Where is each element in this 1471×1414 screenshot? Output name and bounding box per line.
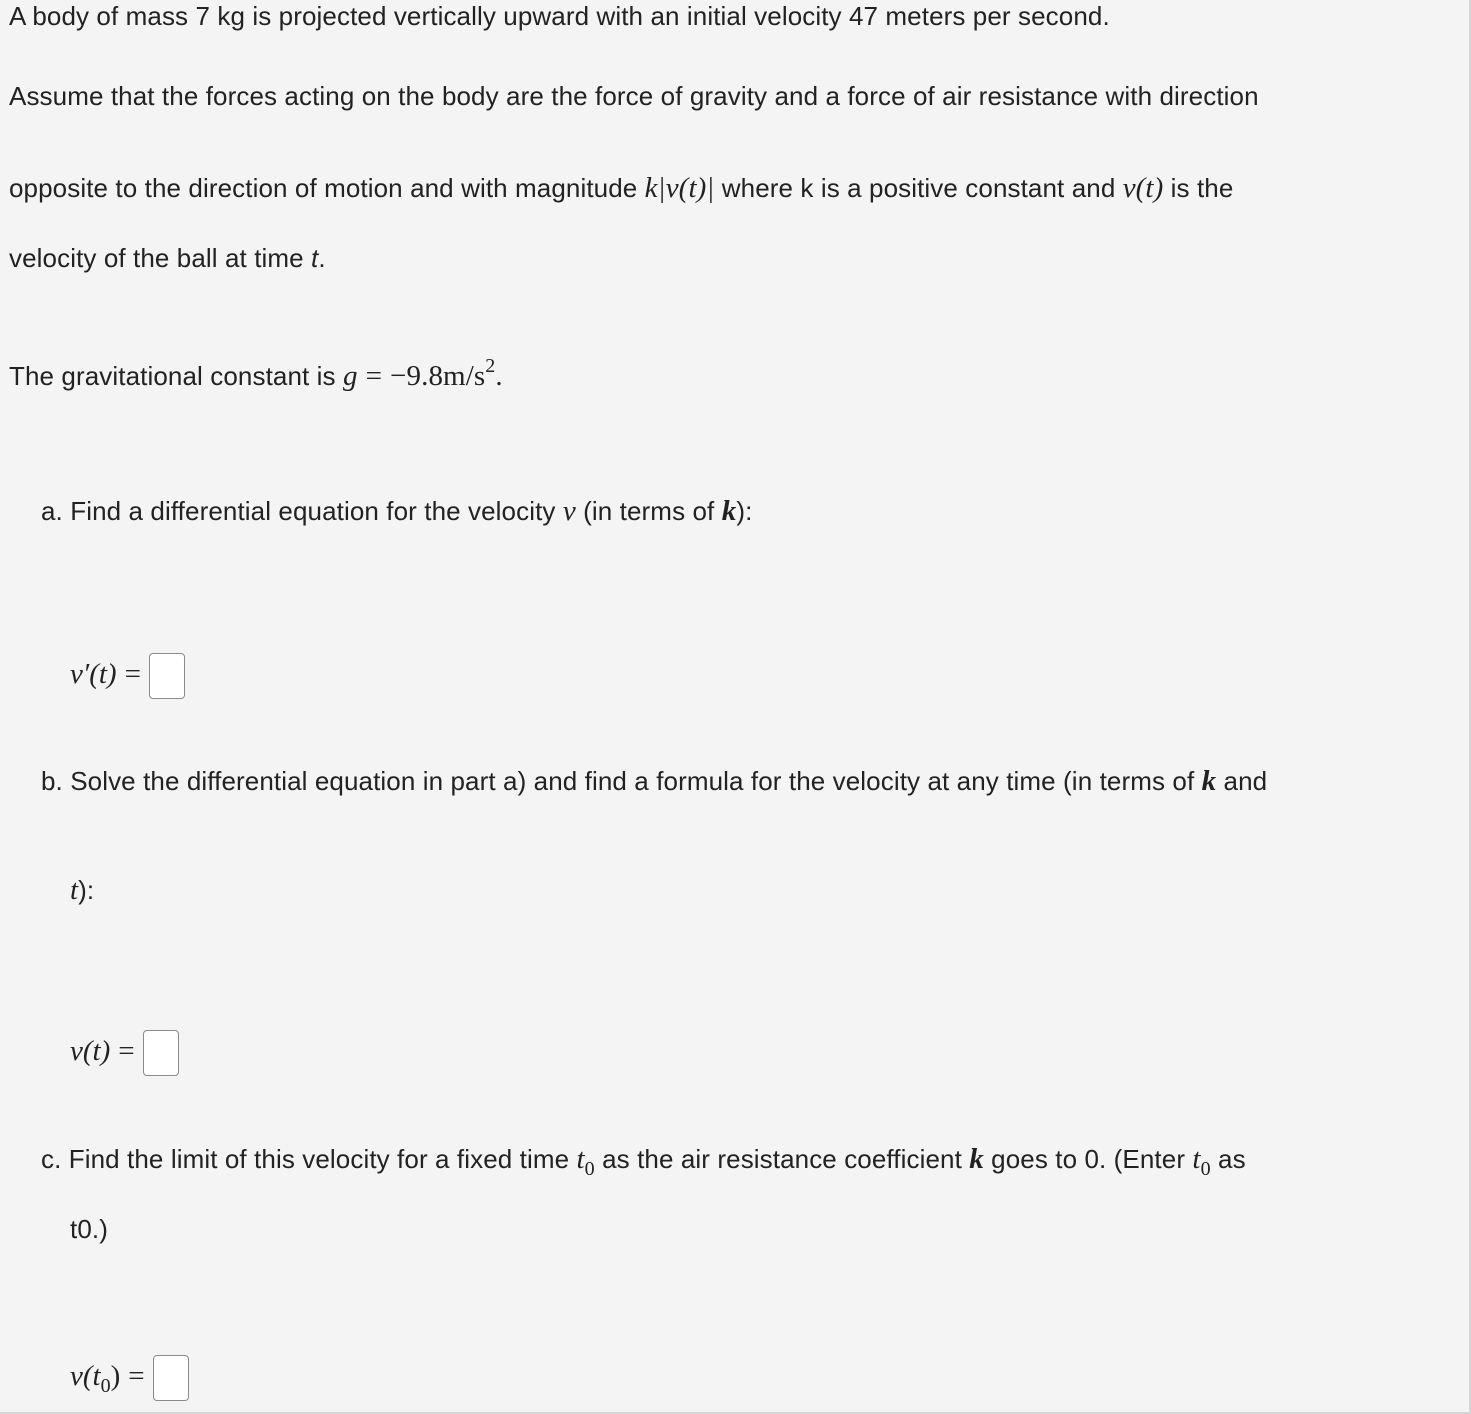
part-c-text-b: as the air resistance coefficient xyxy=(594,1144,970,1174)
part-a-text-c: ): xyxy=(736,496,753,526)
part-b-text-b: and xyxy=(1216,766,1268,796)
magnitude-expression: k|v(t)| xyxy=(644,172,715,204)
part-c-prompt-cont xyxy=(70,1213,108,1245)
part-a-equation xyxy=(70,650,185,703)
intro-line-3 xyxy=(9,172,1233,204)
gravity-period: . xyxy=(495,360,503,392)
part-c-equation xyxy=(70,1352,189,1405)
part-a-var-v: v xyxy=(562,495,576,527)
intro-text-2: Assume that the forces acting on the body are the force of gravity and a force of air resistance with direction xyxy=(9,81,1259,111)
part-b-text-cont: ): xyxy=(78,875,95,905)
intro-text-3a: opposite to the direction of motion and with magnitude xyxy=(9,173,645,203)
intro-text-4b: . xyxy=(318,243,326,273)
gravity-equals: = xyxy=(365,360,383,392)
part-c-var-k: k xyxy=(969,1143,984,1175)
part-b-equation xyxy=(70,1027,179,1080)
part-b-var-k: k xyxy=(1201,765,1217,797)
part-a-lhs: v′(t) xyxy=(70,658,117,690)
part-a-var-k: k xyxy=(721,495,737,527)
part-c-prompt xyxy=(41,1143,1246,1178)
part-b-equals: = xyxy=(118,1035,135,1067)
part-a-prompt xyxy=(41,495,752,527)
part-a-text-a: a. Find a differential equation for the velocity xyxy=(41,496,563,526)
part-c-text-d: as xyxy=(1210,1144,1246,1174)
part-c-lhs-v: v( xyxy=(70,1360,93,1392)
intro-text-1: A body of mass 7 kg is projected vertically upward with an initial velocity 47 meters per second. xyxy=(9,1,1110,31)
gravity-value: −9.8m/s xyxy=(390,360,486,392)
part-c-lhs-t: t xyxy=(92,1360,101,1392)
part-b-lhs: v(t) xyxy=(70,1035,111,1067)
part-a-answer-input[interactable] xyxy=(149,653,185,699)
gravity-variable: g xyxy=(342,360,358,392)
part-b-prompt-cont xyxy=(70,874,94,906)
part-c-var-t: t xyxy=(576,1143,585,1175)
part-c-equals: = xyxy=(128,1360,145,1392)
intro-line-1 xyxy=(9,0,1110,32)
part-c-sub-0: 0 xyxy=(584,1158,595,1180)
part-c-sub-02: 0 xyxy=(1200,1158,1211,1180)
intro-text-3b: where k is a positive constant and xyxy=(714,173,1123,203)
intro-text-3c: is the xyxy=(1163,173,1234,203)
part-c-var-t2: t xyxy=(1192,1143,1201,1175)
gravity-text: The gravitational constant is xyxy=(9,361,343,391)
gravity-exponent: 2 xyxy=(485,355,496,377)
gravity-line xyxy=(9,355,503,395)
velocity-expression: v(t) xyxy=(1122,172,1164,204)
part-c-answer-input[interactable] xyxy=(153,1355,189,1401)
intro-text-4a: velocity of the ball at time xyxy=(9,243,312,273)
part-b-var-t: t xyxy=(70,874,79,906)
part-b-text-a: b. Solve the differential equation in part a) and find a formula for the velocity at any time (in terms of xyxy=(41,766,1202,796)
part-c-lhs-sub: 0 xyxy=(100,1375,111,1397)
part-b-prompt xyxy=(41,765,1267,797)
part-a-text-b: (in terms of xyxy=(575,496,722,526)
intro-line-2 xyxy=(9,80,1259,112)
part-c-text-c: goes to 0. (Enter xyxy=(983,1144,1193,1174)
part-c-text-a: c. Find the limit of this velocity for a fixed time xyxy=(41,1144,577,1174)
part-a-equals: = xyxy=(124,658,141,690)
intro-line-4 xyxy=(9,242,326,274)
part-b-answer-input[interactable] xyxy=(143,1030,179,1076)
part-c-lhs-close: ) xyxy=(110,1360,121,1392)
part-c-text-cont: t0.) xyxy=(70,1214,108,1244)
time-variable: t xyxy=(311,243,319,273)
